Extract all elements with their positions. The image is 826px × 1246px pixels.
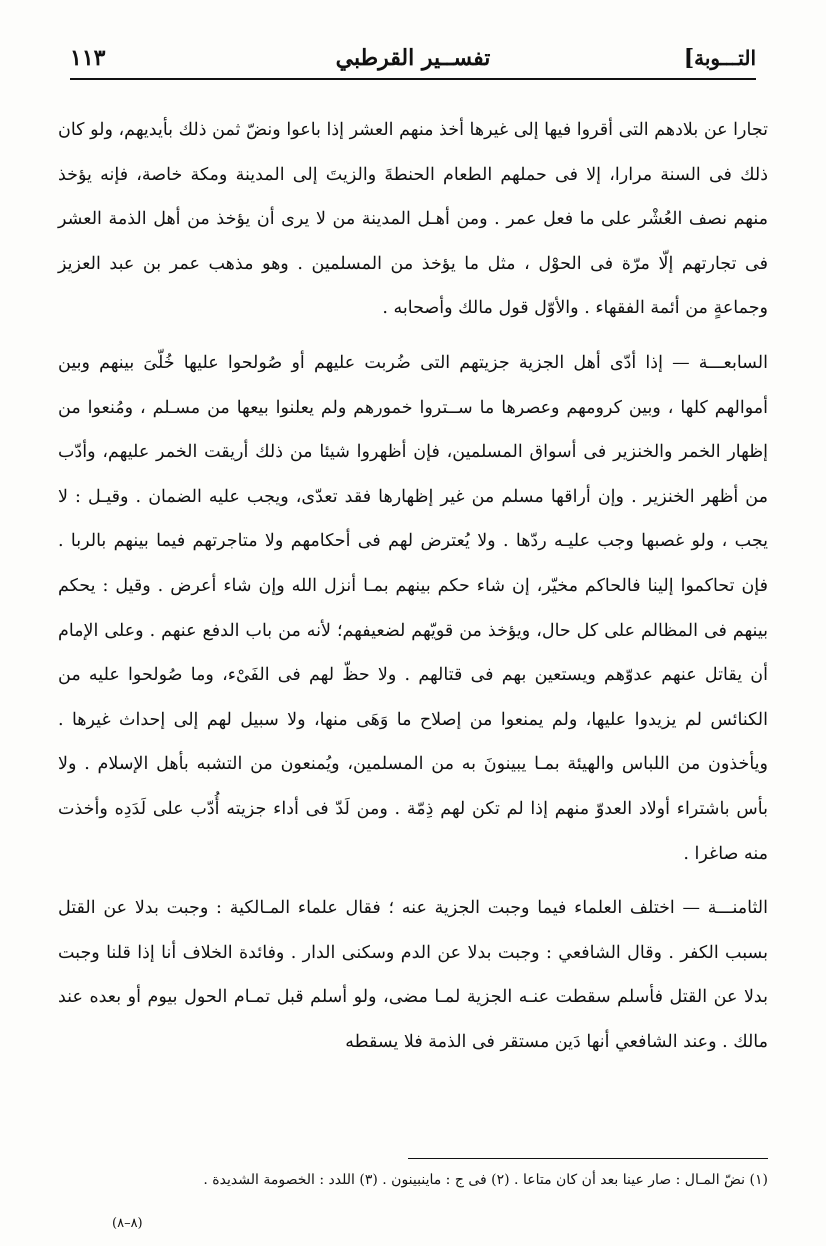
paragraph: الثامنـــة — اختلف العلماء فيما وجبت الجزية عنه ؛ فقال علماء المـالكية : وجبت بدلا عن القتل بسبب الكفر . وقال الشافعي : وجبت بدلا عن الدم وسكنى الدار . وفائدة الخلاف أنا إذا قلنا وجبت بدلا عن القتل فأسلم سقطت عنـه الجزية لمـا مضى، ولو أسلم قبل تمـام الحول بيوم أو بعده عند مالك . وعند الشافعي أنها دَين مستقر فى الذمة فلا يسقطه <box>58 898 768 1052</box>
header-bracket: ] <box>683 45 695 71</box>
footnotes: (١) نضّ المـال : صار عينا بعد أن كان متاعا . (٢) فى ج : ماينبينون . (٣) اللدد : الخصومة الشديدة . <box>203 1172 768 1188</box>
surah-name: التـــوبة <box>694 46 756 70</box>
footnote-separator <box>408 1158 768 1159</box>
paragraph: تجارا عن بلادهم التى أقروا فيها إلى غيرها أخذ منهم العشر إذا باعوا ونضّ ثمن ذلك بأيديهم، ولو كان ذلك فى السنة مرارا، إلا فى حملهم الطعام الحنطةَ والزيتَ إلى المدينة ومكة خاصة، فإنه يؤخذ منهم نصف العُشْر على ما فعل عمر . ومن أهـل المدينة من لا يرى أن يؤخذ من أهل الذمة العشر فى تجارتهم إلّا مرّة فى الحوْل ، مثل ما يؤخذ من المسلمين . وهو مذهب عمر بن عبد العزيز وجماعةٍ من أئمة الفقهاء . والأوّل قول مالك وأصحابه . <box>58 120 768 319</box>
printer-signature: (٨–٨) <box>112 1216 143 1231</box>
paragraph: السابعـــة — إذا أدّى أهل الجزية جزيتهم التى ضُربت عليهم أو صُولحوا عليها خُلّىَ بينهم وبين أموالهم كلها ، وبين كرومهم وعصرها ما ســتروا خمورهم ولم يعلنوا بيعها من مسـلم ، ومُنعوا من إظهار الخمر والخنزير فى أسواق المسلمين، فإن أظهروا شيئا من ذلك أريقت الخمر عليهم، وأدّب من أظهر الخنزير . وإن أراقها مسلم من غير إظهارها فقد تعدّى، ويجب عليه الضمان . وقيـل : لا يجب ، ولو غصبها وجب عليـه ردّها . ولا يُعترض لهم فى أحكامهم ولا متاجرتهم فيما بينهم بالربا . فإن تحاكموا إلينا فالحاكم مخيّر، إن شاء حكم بينهم بمـا أنزل الله وإن شاء أعرض . وقيل : يحكم بينهم فى المظالم على كل حال، ويؤخذ من قويّهم لضعيفهم؛ لأنه من باب الدفع عنهم . وعلى الإمام أن يقاتل عنهم عدوّهم ويستعين بهم فى قتالهم . ولا حظّ لهم فى الفَىْء، وما صُولحوا عليه من الكنائس لم يزيدوا عليها، ولم يمنعوا من إصلاح ما وَهَى منها، ولا سبيل لهم إلى إحداث غيرها . ويأخذون من اللباس والهيئة بمـا يبينونَ به من المسلمين، ويُمنعون من التشبه بأهل الإسلام . ولا بأس باشتراء أولاد العدوّ منهم إذا لم تكن لهم ذِمّة . ومن لَدّ فى أداء جزيته أُدّب على لَدَدِه وأخذت منه صاغرا . <box>58 352 768 864</box>
running-head-surah <box>678 45 756 71</box>
page-header <box>70 38 756 80</box>
page-number: ١١٣ <box>70 45 106 71</box>
main-text <box>58 108 768 1064</box>
book-title: تفســير القرطبي <box>335 45 491 71</box>
